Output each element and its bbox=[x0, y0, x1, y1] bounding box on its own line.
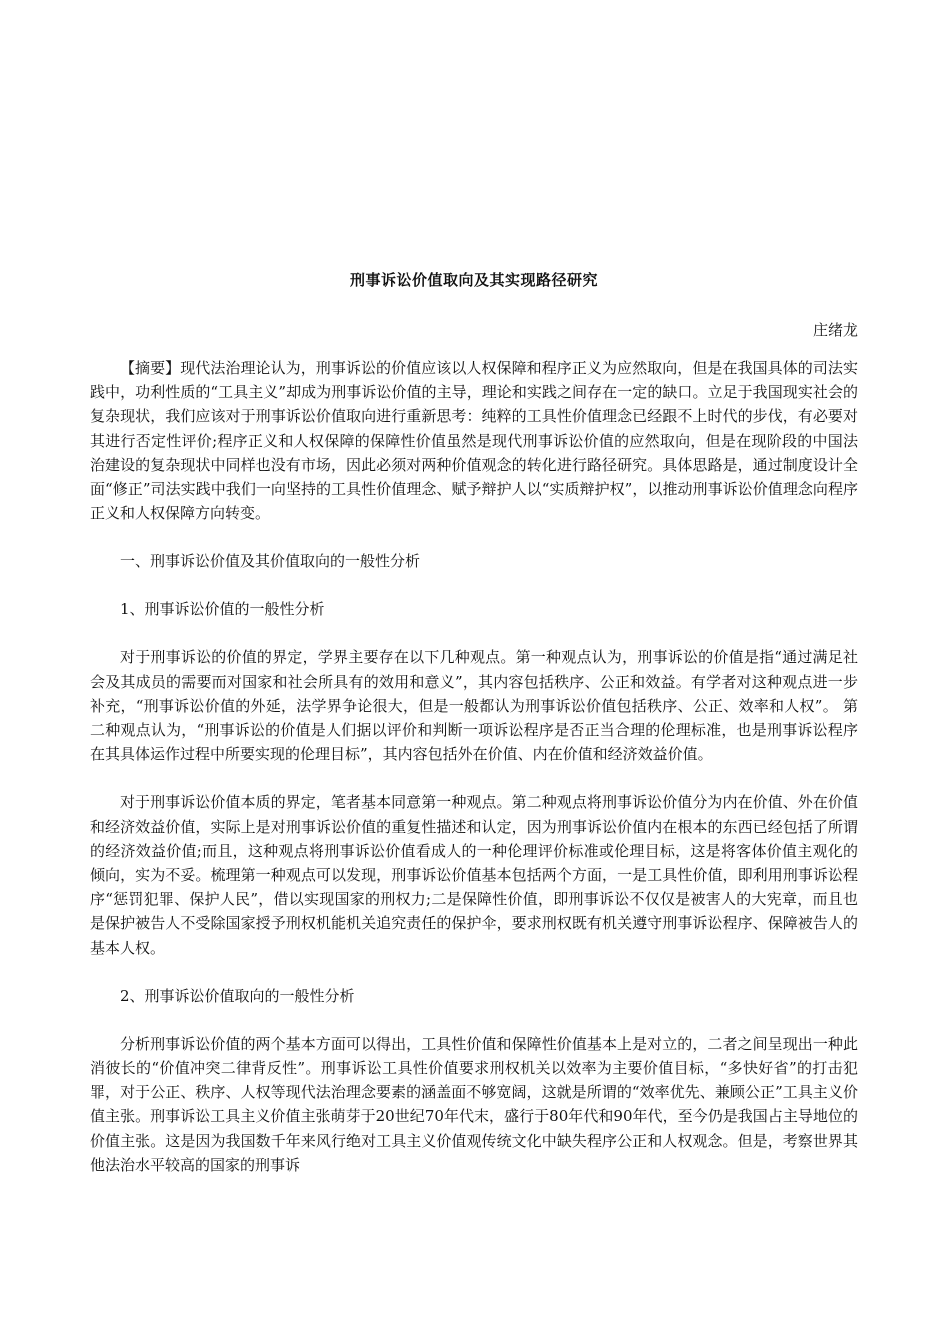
subsection-heading-2: 2、刑事诉讼价值取向的一般性分析 bbox=[120, 986, 355, 1005]
body-paragraph-3: 分析刑事诉讼价值的两个基本方面可以得出，工具性价值和保障性价值基本上是对立的，二者之间呈现出一种此消彼长的“价值冲突二律背反性”。刑事诉讼工具性价值要求刑权机关以效率为主要价值目标，“多快好省”的打击犯罪，对于公正、秩序、人权等现代法治理念要素的涵盖面不够宽阔，这就是所谓的“效率优先、兼顾公正”工具主义价值主张。刑事诉讼工具主义价值主张萌芽于20世纪70年代末，盛行于80年代和90年代，至今仍是我国占主导地位的价值主张。这是因为我国数千年来风行绝对工具主义价值观传统文化中缺失程序公正和人权观念。但是，考察世界其他法治水平较高的国家的刑事诉 bbox=[90, 1034, 858, 1174]
body-paragraph-1: 对于刑事诉讼的价值的界定，学界主要存在以下几种观点。第一种观点认为，刑事诉讼的价值是指“通过满足社会及其成员的需要而对国家和社会所具有的效用和意义”，其内容包括秩序、公正和效益。有学者对这种观点进一步补充，“刑事诉讼价值的外延，法学界争论很大，但是一般都认为刑事诉讼价值包括秩序、公正、效率和人权”。 第二种观点认为，“刑事诉讼的价值是人们据以评价和判断一项诉讼程序是否正当合理的伦理标准，也是刑事诉讼程序在其具体运作过程中所要实现的伦理目标”，其内容包括外在价值、内在价值和经济效益价值。 bbox=[90, 648, 858, 764]
author-name: 庄绪龙 bbox=[812, 321, 858, 339]
abstract-paragraph bbox=[90, 356, 858, 525]
body-paragraph-2: 对于刑事诉讼价值本质的界定，笔者基本同意第一种观点。第二种观点将刑事诉讼价值分为内在价值、外在价值和经济效益价值，实际上是对刑事诉讼价值的重复性描述和认定，因为刑事诉讼价值内在根本的东西已经包括了所谓的经济效益价值;而且，这种观点将刑事诉讼价值看成人的一种伦理评价标准或伦理目标，这是将客体价值主观化的倾向，实为不妥。梳理第一种观点可以发现，刑事诉讼价值基本包括两个方面，一是工具性价值，即利用刑事诉讼程序“惩罚犯罪、保护人民”，借以实现国家的刑权力;二是保障性价值，即刑事诉讼不仅仅是被害人的大宪章，而且也是保护被告人不受除国家授予刑权机能机关追究责任的保护伞，要求刑权既有机关遵守刑事诉讼程序、保障被告人的基本人权。 bbox=[90, 793, 858, 957]
document-page bbox=[90, 268, 858, 1201]
abstract-text: 现代法治理论认为，刑事诉讼的价值应该以人权保障和程序正义为应然取向，但是在我国具体的司法实践中，功利性质的“工具主义”却成为刑事诉讼价值的主导，理论和实践之间存在一定的缺口。立足于我国现实社会的复杂现状，我们应该对于刑事诉讼价值取向进行重新思考：纯粹的工具性价值理念已经跟不上时代的步伐，有必要对其进行否定性评价;程序正义和人权保障的保障性价值虽然是现代刑事诉讼价值的应然取向，但是在现阶段的中国法治建设的复杂现状中同样也没有市场，因此必须对两种价值观念的转化进行路径研究。具体思路是，通过制度设计全面“修正”司法实践中我们一向坚持的工具性价值理念、赋予辩护人以“实质辩护权”，以推动刑事诉讼价值理念向程序正义和人权保障方向转变。 bbox=[90, 359, 858, 523]
subsection-heading-1: 1、刑事诉讼价值的一般性分析 bbox=[120, 600, 325, 619]
document-title: 刑事诉讼价值取向及其实现路径研究 bbox=[349, 271, 598, 289]
section-heading-1: 一、刑事诉讼价值及其价值取向的一般性分析 bbox=[120, 552, 421, 571]
abstract-label: 【摘要】 bbox=[120, 359, 181, 377]
